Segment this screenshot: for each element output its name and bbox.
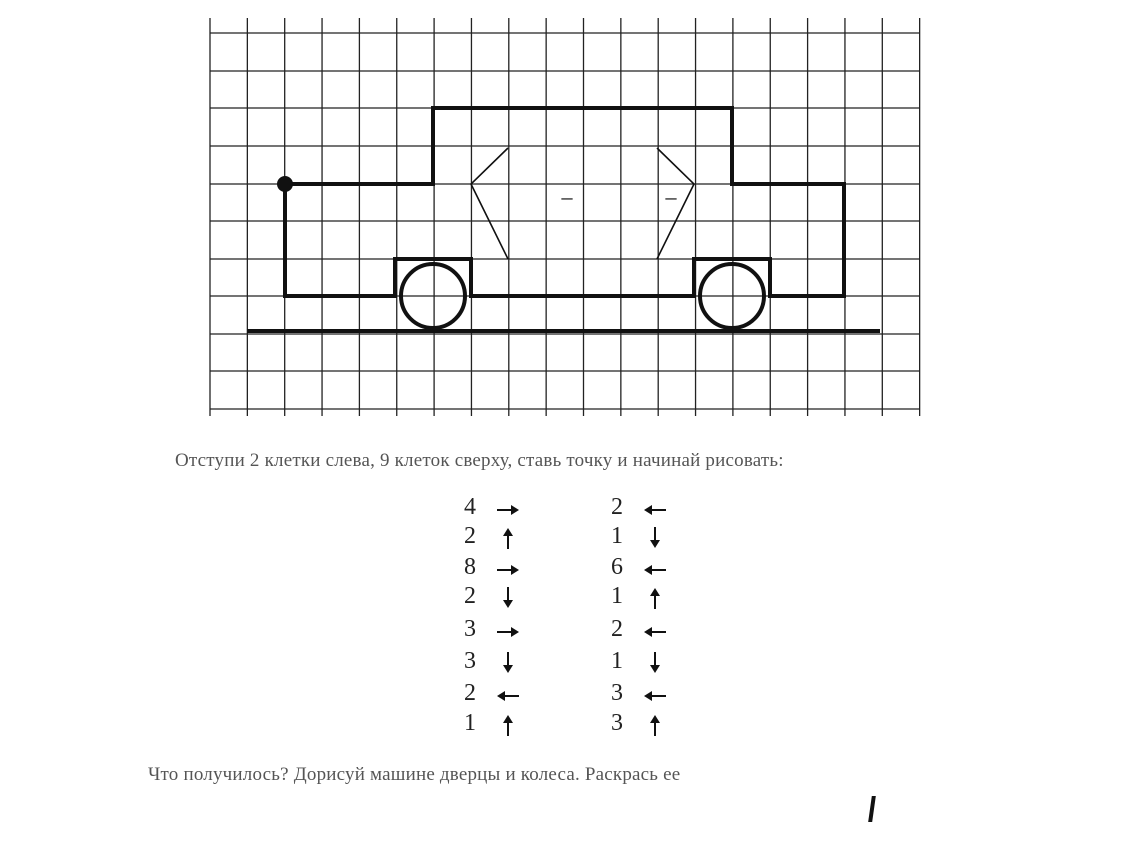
command-row bbox=[457, 616, 547, 646]
grid-lines bbox=[210, 18, 920, 416]
left-arrow-icon bbox=[493, 680, 523, 710]
down-arrow-icon bbox=[493, 648, 523, 678]
up-arrow-icon bbox=[640, 710, 670, 740]
pencil-mark bbox=[868, 796, 876, 822]
right-arrow-icon bbox=[493, 554, 523, 584]
command-row bbox=[457, 648, 547, 678]
down-arrow-icon bbox=[493, 583, 523, 613]
up-arrow-icon bbox=[493, 710, 523, 740]
left-arrow-icon bbox=[640, 554, 670, 584]
left-arrow-icon bbox=[640, 680, 670, 710]
left-window-outline bbox=[471, 148, 508, 259]
step-count: 4 bbox=[464, 494, 476, 520]
command-row bbox=[457, 523, 547, 553]
right-arrow-icon bbox=[493, 616, 523, 646]
instruction-text: Отступи 2 клетки слева, 9 клеток сверху, ставь точку и начинай рисовать: bbox=[175, 450, 784, 471]
step-count: 2 bbox=[464, 523, 476, 549]
step-count: 1 bbox=[611, 583, 623, 609]
step-count: 1 bbox=[611, 523, 623, 549]
left-arrow-icon bbox=[640, 494, 670, 524]
up-arrow-icon bbox=[493, 523, 523, 553]
step-count: 2 bbox=[464, 680, 476, 706]
step-count: 8 bbox=[464, 554, 476, 580]
command-row bbox=[457, 583, 547, 613]
command-row bbox=[604, 710, 694, 740]
start-dot bbox=[277, 176, 293, 192]
question-text: Что получилось? Дорисуй машине дверцы и колеса. Раскрась ее bbox=[148, 764, 681, 785]
command-row bbox=[604, 616, 694, 646]
right-arrow-icon bbox=[493, 494, 523, 524]
command-row bbox=[604, 680, 694, 710]
down-arrow-icon bbox=[640, 523, 670, 553]
command-row bbox=[604, 648, 694, 678]
step-count: 2 bbox=[611, 494, 623, 520]
step-count: 1 bbox=[611, 648, 623, 674]
window-mark: – bbox=[665, 184, 677, 209]
command-row bbox=[604, 554, 694, 584]
step-count: 6 bbox=[611, 554, 623, 580]
down-arrow-icon bbox=[640, 648, 670, 678]
command-row bbox=[604, 494, 694, 524]
command-row bbox=[457, 554, 547, 584]
up-arrow-icon bbox=[640, 583, 670, 613]
window-mark: – bbox=[561, 184, 573, 209]
step-count: 1 bbox=[464, 710, 476, 736]
step-count: 3 bbox=[611, 680, 623, 706]
command-row bbox=[604, 523, 694, 553]
command-row bbox=[604, 583, 694, 613]
step-count: 3 bbox=[464, 648, 476, 674]
step-count: 2 bbox=[464, 583, 476, 609]
step-count: 3 bbox=[464, 616, 476, 642]
command-row bbox=[457, 680, 547, 710]
command-row bbox=[457, 710, 547, 740]
step-count: 2 bbox=[611, 616, 623, 642]
left-arrow-icon bbox=[640, 616, 670, 646]
command-row bbox=[457, 494, 547, 524]
step-count: 3 bbox=[611, 710, 623, 736]
